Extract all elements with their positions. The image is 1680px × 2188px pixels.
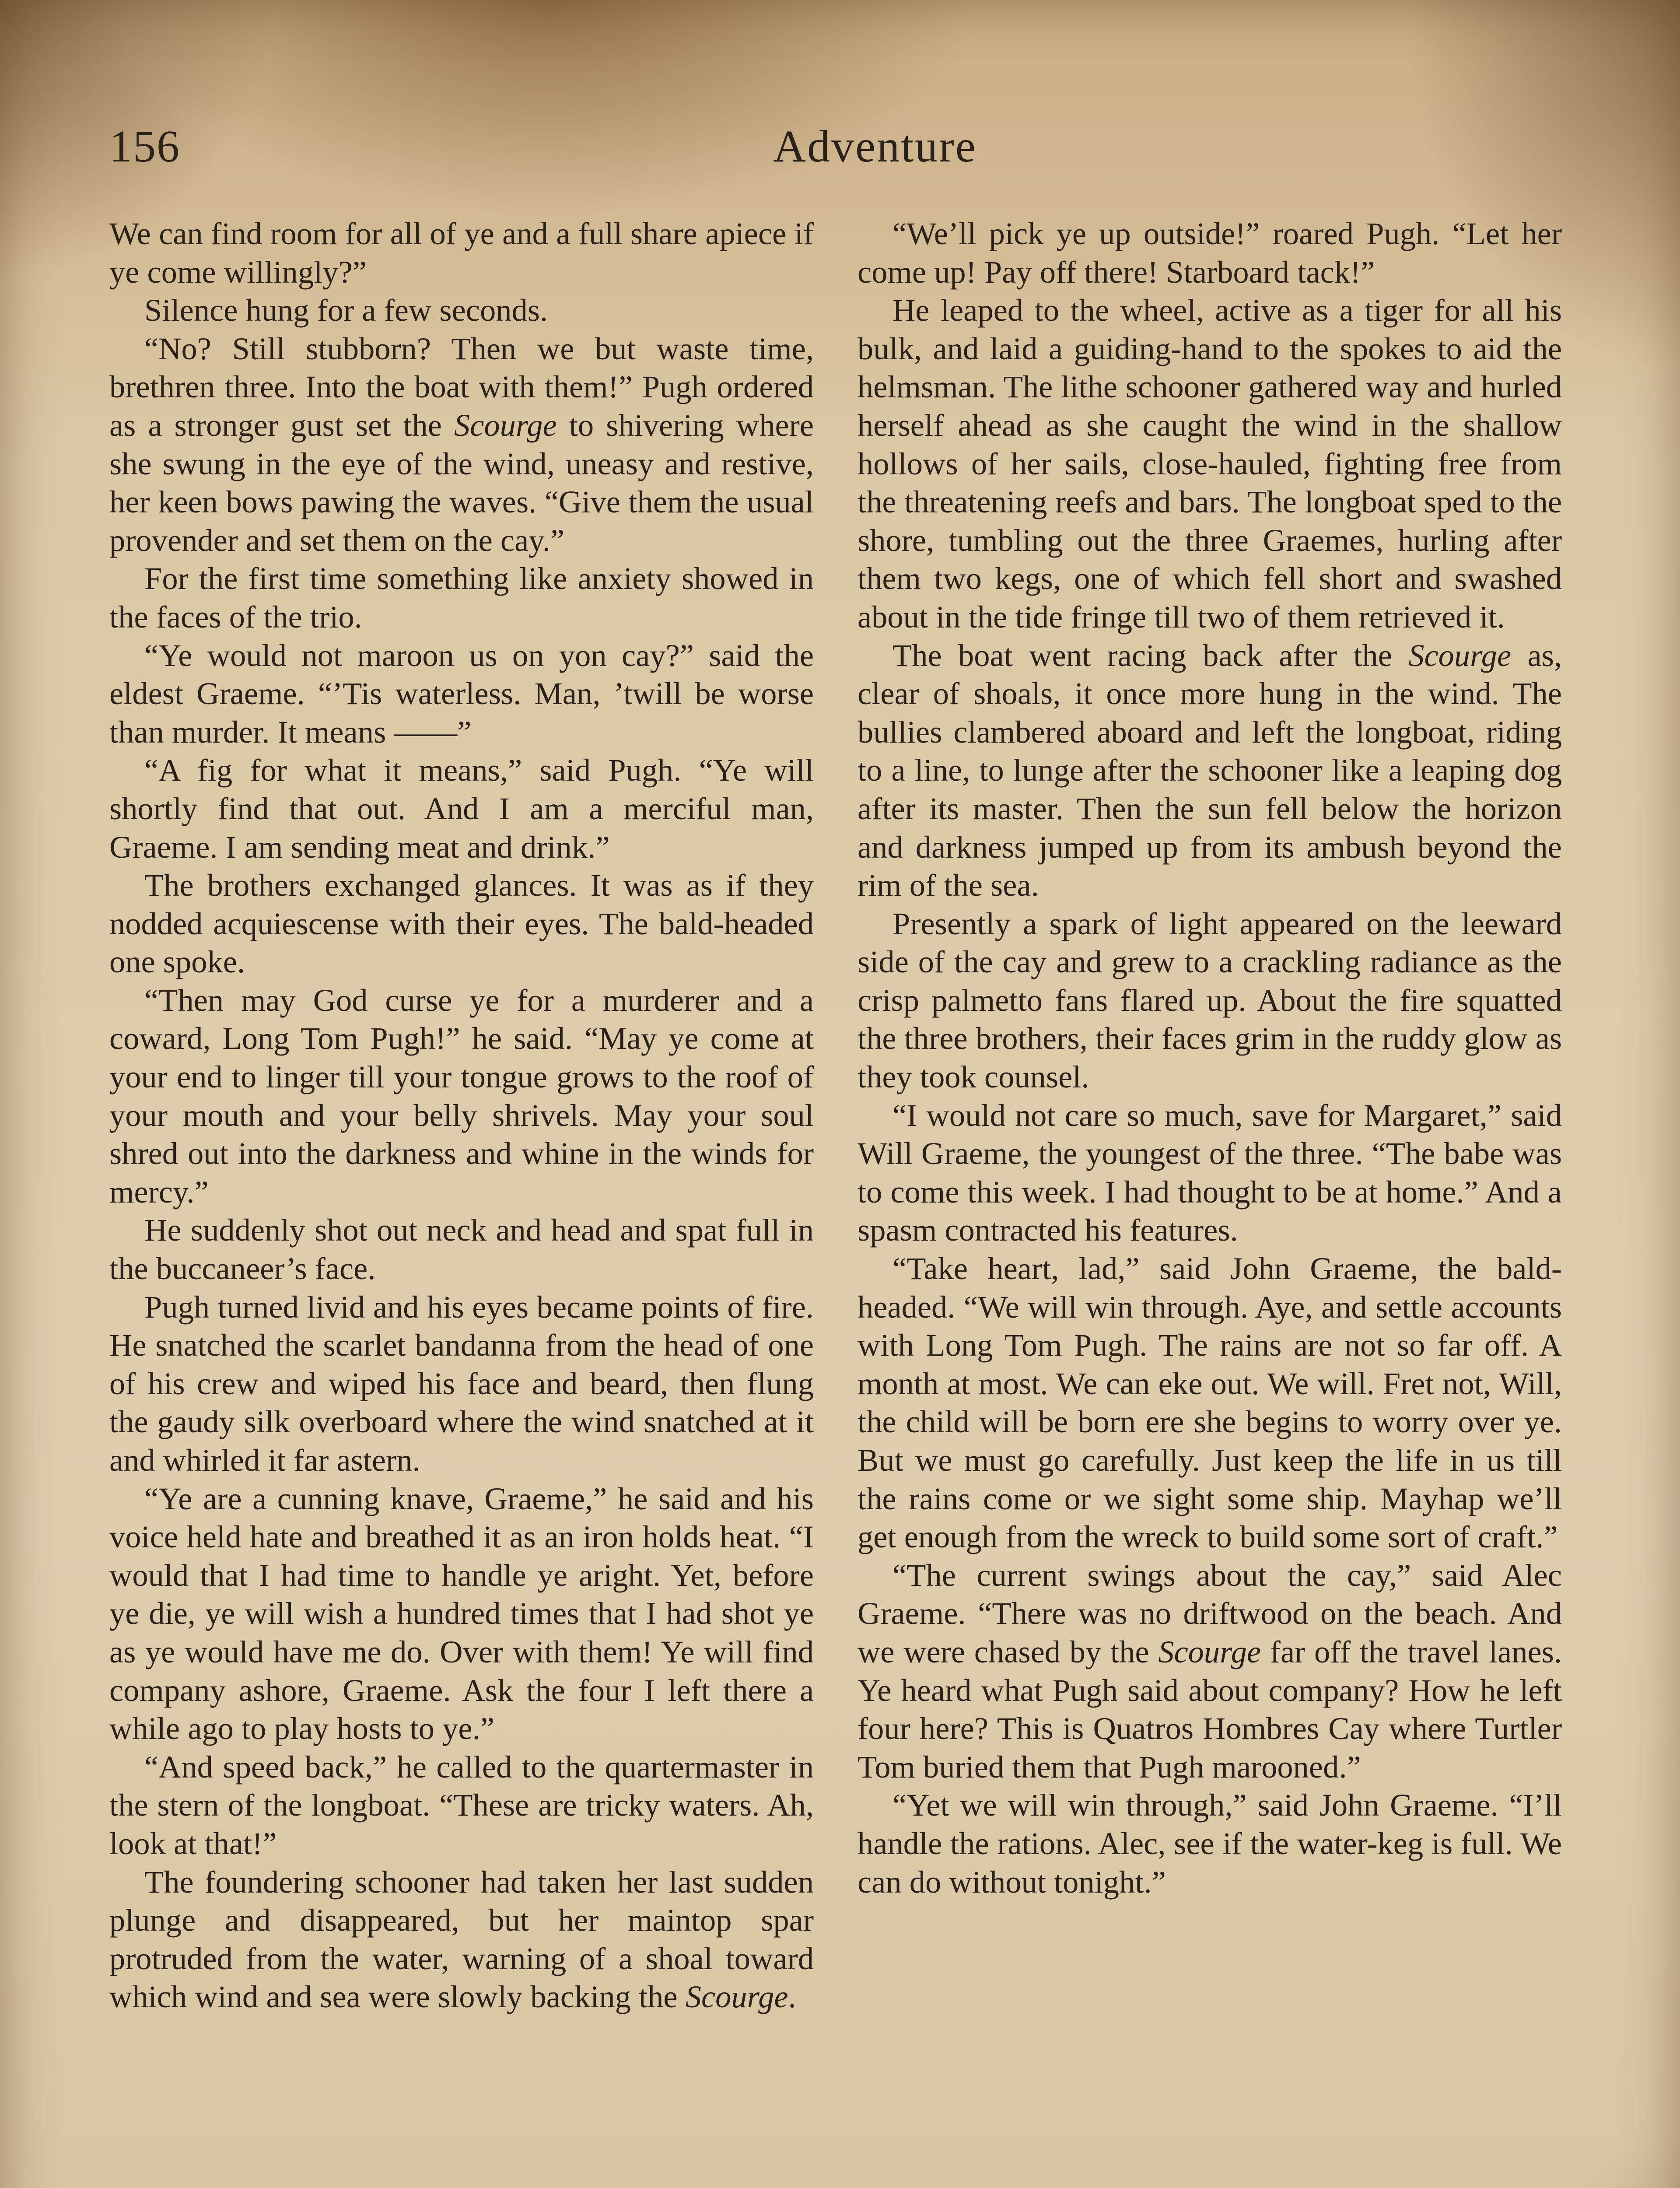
paragraph: We can find room for all of ye and a full share apiece if ye come willingly?” xyxy=(109,216,814,290)
paragraph: He suddenly shot out neck and head and spat full in the buccaneer’s face. xyxy=(109,1212,814,1287)
ship-name: Scourge xyxy=(685,1979,788,2015)
paragraph: “Ye are a cunning knave, Graeme,” he said and his voice held hate and breathed it as an iron holds heat. “I would that I had time to handle ye aright. Yet, before ye die, ye will wish a hundred times that I had shot ye as ye would have me do. Over with them! Ye will find company ashore, Graeme. Ask the four I left there a while ago to play hosts to ye.” xyxy=(109,1480,814,1746)
text-column-right xyxy=(858,214,1562,1901)
paragraph: “Then may God curse ye for a murderer and a coward, Long Tom Pugh!” he said. “May ye come at your end to linger till your tongue grows to the roof of your mouth and your belly shrivels. May your soul shred out into the darkness and whine in the winds for mercy.” xyxy=(109,982,814,1210)
paragraph: Silence hung for a few seconds. xyxy=(144,292,548,328)
paragraph: For the first time something like anxiety showed in the faces of the trio. xyxy=(109,561,814,635)
paragraph: “The current swings about the cay,” said Alec Graeme. “There was no driftwood on the beach. And we were chased by the Scourge far off the travel lanes. Ye heard what Pugh said about company? How he left four here? This is Quatros Hombres Cay where Turtler Tom buried them that Pugh marooned.” xyxy=(858,1557,1562,1785)
ship-name: Scourge xyxy=(454,407,557,443)
paragraph: He leaped to the wheel, active as a tiger for all his bulk, and laid a guiding-hand to the spokes to aid the helmsman. The lithe schooner gathered way and hurled herself ahead as she caught the wind in the shallow hollows of her sails, close-hauled, fighting free from the threatening reefs and bars. The longboat sped to the shore, tumbling out the three Graemes, hurling after them two kegs, one of which fell short and swashed about in the tide fringe till two of them retrieved it. xyxy=(858,292,1562,635)
paragraph: “A fig for what it means,” said Pugh. “Ye will shortly find that out. And I am a merciful man, Graeme. I am sending meat and drink.” xyxy=(109,752,814,865)
paragraph: “Yet we will win through,” said John Graeme. “I’ll handle the rations. Alec, see if the water-keg is full. We can do without tonight.” xyxy=(858,1787,1562,1900)
paragraph: Presently a spark of light appeared on the leeward side of the cay and grew to a crackling radiance as the crisp palmetto fans flared up. About the fire squatted the three brothers, their faces grim in the ruddy glow as they took counsel. xyxy=(858,905,1562,1095)
paragraph: Pugh turned livid and his eyes became points of fire. He snatched the scarlet bandanna from the head of one of his crew and wiped his face and beard, then flung the gaudy silk overboard where the wind snatched at it and whirled it far astern. xyxy=(109,1289,814,1478)
text-column-left xyxy=(109,214,814,2016)
paragraph: “And speed back,” he called to the quartermaster in the stern of the longboat. “These are tricky waters. Ah, look at that!” xyxy=(109,1749,814,1861)
ship-name: Scourge xyxy=(1408,637,1512,673)
page-number: 156 xyxy=(109,121,180,172)
running-title: Adventure xyxy=(773,121,977,172)
paragraph: “We’ll pick ye up outside!” roared Pugh. “Let her come up! Pay off there! Starboard tack!” xyxy=(858,216,1562,290)
paragraph: The boat went racing back after the Scourge as, clear of shoals, it once more hung in the wind. The bullies clambered aboard and left the longboat, riding to a line, to lunge after the schooner like a leaping dog after its master. Then the sun fell below the horizon and darkness jumped up from its ambush beyond the rim of the sea. xyxy=(858,637,1562,903)
paragraph: “No? Still stubborn? Then we but waste time, brethren three. Into the boat with them!” Pugh ordered as a stronger gust set the Scourge to shivering where she swung in the eye of the wind, uneasy and restive, her keen bows pawing the waves. “Give them the usual provender and set them on the cay.” xyxy=(109,330,814,558)
paragraph: “Take heart, lad,” said John Graeme, the bald-headed. “We will win through. Aye, and settle accounts with Long Tom Pugh. The rains are not so far off. A month at most. We can eke out. We will. Fret not, Will, the child will be born ere she begins to worry over ye. But we must go carefully. Just keep the life in us till the rains come or we sight some ship. Mayhap we’ll get enough from the wreck to build some sort of craft.” xyxy=(858,1251,1562,1555)
paragraph: “Ye would not maroon us on yon cay?” said the eldest Graeme. “’Tis waterless. Man, ’twill be worse than murder. It means ——” xyxy=(109,637,814,750)
page-header xyxy=(109,118,1571,188)
ship-name: Scourge xyxy=(1158,1634,1261,1669)
paragraph: The brothers exchanged glances. It was as if they nodded acquiescense with their eyes. The bald-headed one spoke. xyxy=(109,867,814,980)
paragraph: The foundering schooner had taken her last sudden plunge and disappeared, but her maintop spar protruded from the water, warning of a shoal toward which wind and sea were slowly backing the Scourge. xyxy=(109,1864,814,2015)
paragraph: “I would not care so much, save for Margaret,” said Will Graeme, the youngest of the three. “The babe was to come this week. I had thought to be at home.” And a spasm contracted his features. xyxy=(858,1097,1562,1248)
